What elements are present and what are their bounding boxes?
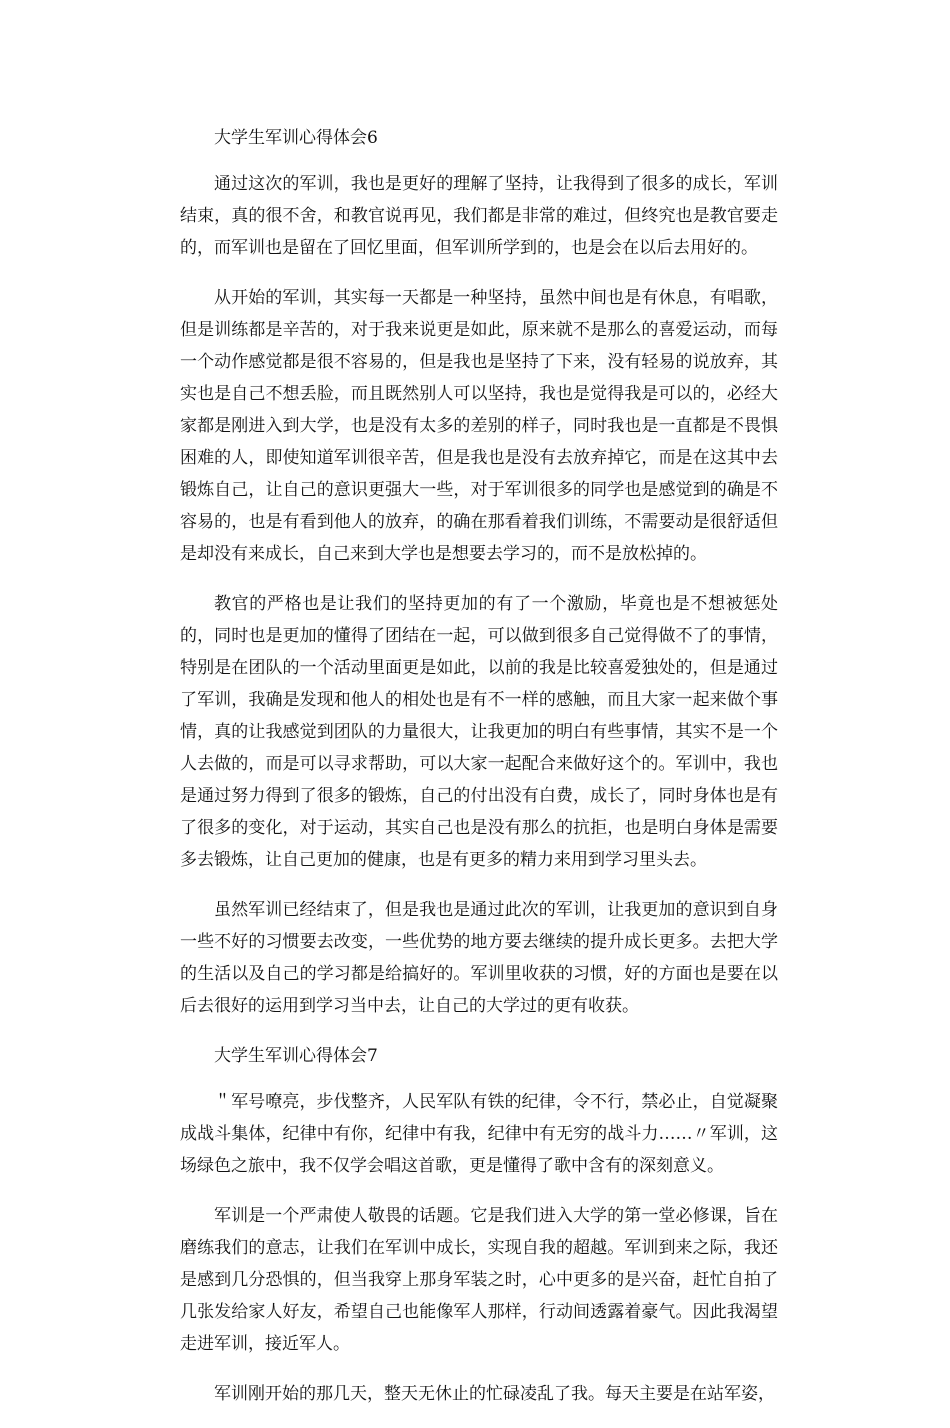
paragraph: 通过这次的军训，我也是更好的理解了坚持，让我得到了很多的成长，军训结束，真的很不舍，和教官说再见，我们都是非常的难过，但终究也是教官要走的，而军训也是留在了回忆里面，但军训所学到的，也是会在以后去用好的。 [180, 174, 778, 258]
paragraph: 从开始的军训，其实每一天都是一种坚持，虽然中间也是有休息，有唱歌，但是训练都是辛苦的，对于我来说更是如此，原来就不是那么的喜爱运动，而每一个动作感觉都是很不容易的，但是我也是坚持了下来，没有轻易的说放弃，其实也是自己不想丢脸，而且既然别人可以坚持，我也是觉得我是可以的，必经大家都是刚进入到大学，也是没有太多的差别的样子，同时我也是一直都是不畏惧困难的人，即使知道军训很辛苦，但是我也是没有去放弃掉它，而是在这其中去锻炼自己，让自己的意识更强大一些，对于军训很多的同学也是感觉到的确是不容易的，也是有看到他人的放弃，的确在那看着我们训练，不需要动是很舒适但是却没有来成长，自己来到大学也是想要去学习的，而不是放松掉的。 [180, 288, 778, 564]
paragraph: 虽然军训已经结束了，但是我也是通过此次的军训，让我更加的意识到自身一些不好的习惯要去改变，一些优势的地方要去继续的提升成长更多。去把大学的生活以及自己的学习都是给搞好的。军训里收获的习惯，好的方面也是要在以后去很好的运用到学习当中去，让自己的大学过的更有收获。 [180, 900, 778, 1016]
paragraph: ＂军号嘹亮，步伐整齐，人民军队有铁的纪律，令不行，禁必止，自觉凝聚成战斗集体，纪律中有你，纪律中有我，纪律中有无穷的战斗力……〃军训，这场绿色之旅中，我不仅学会唱这首歌，更是懂得了歌中含有的深刻意义。 [180, 1092, 778, 1176]
paragraph: 教官的严格也是让我们的坚持更加的有了一个激励，毕竟也是不想被惩处的，同时也是更加的懂得了团结在一起，可以做到很多自己觉得做不了的事情，特别是在团队的一个活动里面更是如此，以前的我是比较喜爱独处的，但是通过了军训，我确是发现和他人的相处也是有不一样的感触，而且大家一起来做个事情，真的让我感觉到团队的力量很大，让我更加的明白有些事情，其实不是一个人去做的，而是可以寻求帮助，可以大家一起配合来做好这个的。军训中，我也是通过努力得到了很多的锻炼，自己的付出没有白费，成长了，同时身体也是有了很多的变化，对于运动，其实自己也是没有那么的抗拒，也是明白身体是需要多去锻炼，让自己更加的健康，也是有更多的精力来用到学习里头去。 [180, 594, 778, 870]
section-heading: 大学生军训心得体会7 [214, 1046, 378, 1066]
section-heading: 大学生军训心得体会6 [214, 128, 378, 148]
paragraph: 军训刚开始的那几天，整天无休止的忙碌凌乱了我。每天主要是在站军姿， [214, 1384, 775, 1404]
document-body [180, 122, 778, 1428]
paragraph: 军训是一个严肃使人敬畏的话题。它是我们进入大学的第一堂必修课，旨在磨练我们的意志，让我们在军训中成长，实现自我的超越。军训到来之际，我还是感到几分恐惧的，但当我穿上那身军装之时，心中更多的是兴奋，赶忙自拍了几张发给家人好友，希望自己也能像军人那样，行动间透露着豪气。因此我渴望走进军训，接近军人。 [180, 1206, 778, 1354]
